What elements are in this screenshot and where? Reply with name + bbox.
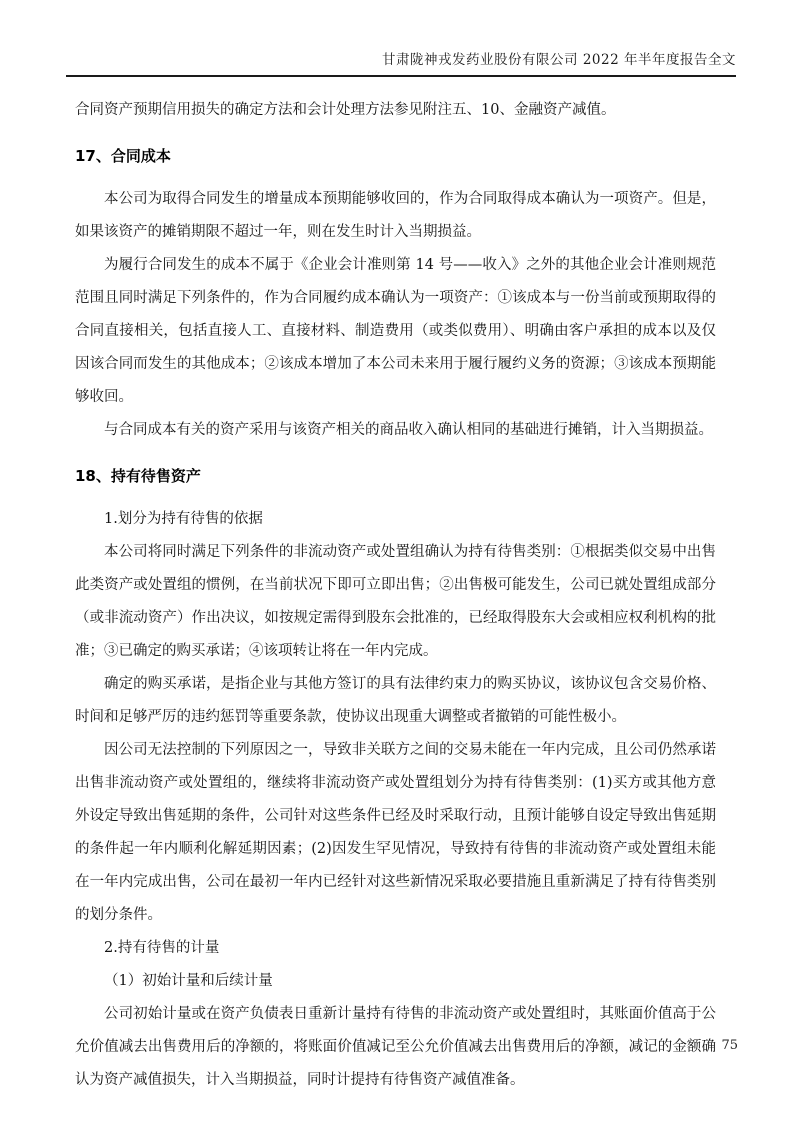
paragraph: 确定的购买承诺，是指企业与其他方签订的具有法律约束力的购买协议，该协议包含交易价格、时间和足够严厉的违约惩罚等重要条款，使协议出现重大调整或者撤销的可能性极小。 [75, 676, 716, 725]
paragraph: 因公司无法控制的下列原因之一，导致非关联方之间的交易未能在一年内完成，且公司仍然承诺出售非流动资产或处置组的，继续将非流动资产或处置组划分为持有待售类别：(1)买方或其他方意外设定导致出售延期的条件，公司针对这些条件已经及时采取行动，且预计能够自设定导致出售延期的条件起一年内顺利化解延期因素；(2)因发生罕见情况，导致持有待售的非流动资产或处置组未能在一年内完成出售，公司在最初一年内已经针对这些新情况采取必要措施且重新满足了持有待售类别的划分条件。 [75, 742, 716, 923]
subheading: 1.划分为持有待售的依据 [104, 511, 263, 527]
section-heading-18: 18、持有待售资产 [75, 467, 201, 485]
subheading: 2.持有待售的计量 [104, 940, 220, 956]
paragraph: 本公司为取得合同发生的增量成本预期能够收回的，作为合同取得成本确认为一项资产。但是，如果该资产的摊销期限不超过一年，则在发生时计入当期损益。 [75, 191, 716, 240]
paragraph: 为履行合同发生的成本不属于《企业会计准则第 14 号——收入》之外的其他企业会计准则规范范围且同时满足下列条件的，作为合同履约成本确认为一项资产：①该成本与一份当前或预期取得的合同直接相关，包括直接人工、直接材料、制造费用（或类似费用）、明确由客户承担的成本以及仅因该合同而发生的其他成本；②该成本增加了本公司未来用于履行履约义务的资源；③该成本预期能够收回。 [75, 257, 716, 405]
paragraph: 本公司将同时满足下列条件的非流动资产或处置组确认为持有待售类别：①根据类似交易中出售此类资产或处置组的惯例，在当前状况下即可立即出售；②出售极可能发生，公司已就处置组成部分（或非流动资产）作出决议，如按规定需得到股东会批准的，已经取得股东大会或相应权利机构的批准；③已确定的购买承诺；④该项转让将在一年内完成。 [75, 544, 716, 659]
section-heading-17: 17、合同成本 [75, 147, 171, 165]
page-number: 75 [721, 1038, 738, 1053]
document-body [75, 94, 716, 1097]
subheading: （1）初始计量和后续计量 [104, 973, 273, 989]
paragraph: 公司初始计量或在资产负债表日重新计量持有待售的非流动资产或处置组时，其账面价值高于公允价值减去出售费用后的净额的，将账面价值减记至公允价值减去出售费用后的净额，减记的金额确认为资产减值损失，计入当期损益，同时计提持有待售资产减值准备。 [75, 1006, 716, 1088]
paragraph: 合同资产预期信用损失的确定方法和会计处理方法参见附注五、10、金融资产减值。 [75, 102, 616, 118]
page-header [66, 48, 736, 77]
paragraph: 与合同成本有关的资产采用与该资产相关的商品收入确认相同的基础进行摊销，计入当期损益。 [104, 422, 713, 438]
report-title: 甘肃陇神戎发药业股份有限公司 2022 年半年度报告全文 [382, 52, 736, 68]
